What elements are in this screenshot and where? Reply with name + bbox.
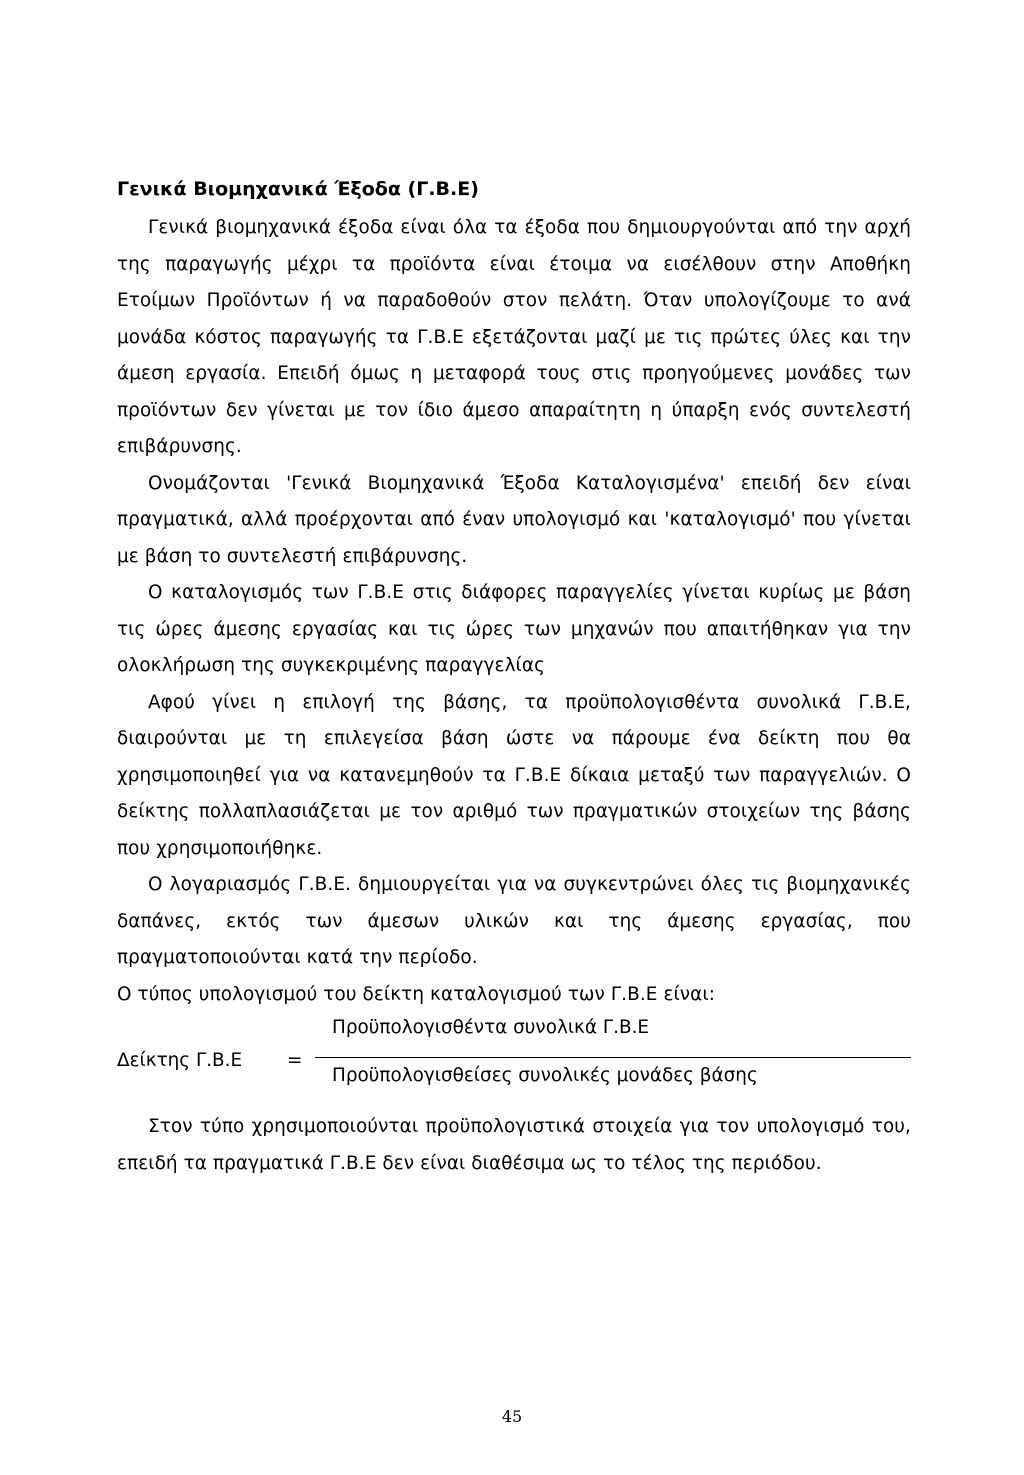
paragraph-account: Ο λογαριασμός Γ.Β.Ε. δημιουργείται για να συγκεντρώνει όλες τις βιομηχανικές δαπάνες, εκτός των άμεσων υλικών και της άμεσης εργασίας, που πραγματοποιούνται κατά την περίοδο. [117, 874, 911, 968]
paragraph-closing: Στον τύπο χρησιμοποιούνται προϋπολογιστικά στοιχεία για τον υπολογισμό του, επειδή τα πραγματικά Γ.Β.Ε δεν είναι διαθέσιμα ως το τέλος της περιόδου. [117, 1116, 911, 1174]
formula-intro: Ο τύπος υπολογισμού του δείκτη καταλογισμού των Γ.Β.Ε είναι: [117, 983, 716, 1005]
document-page [117, 176, 911, 1182]
paragraph-allocation: Ο καταλογισμός των Γ.Β.Ε στις διάφορες παραγγελίες γίνεται κυρίως με βάση τις ώρες άμεσης εργασίας και τις ώρες των μηχανών που απαιτήθηκαν για την ολοκλήρωση της συγκεκριμένης παραγγελίας [117, 582, 911, 676]
formula-numerator: Προϋπολογισθέντα συνολικά Γ.Β.Ε [332, 1017, 650, 1038]
paragraph-index: Αφού γίνει η επιλογή της βάσης, τα προϋπολογισθέντα συνολικά Γ.Β.Ε, διαιρούνται με τη επιλεγείσα βάση ώστε να πάρουμε ένα δείκτη που θα χρησιμοποιηθεί για να κατανεμηθούν τα Γ.Β.Ε δίκαια μεταξύ των παραγγελιών. Ο δείκτης πολλαπλασιάζεται με τον αριθμό των πραγματικών στοιχείων της βάσης που χρησιμοποιήθηκε. [117, 691, 911, 859]
section-heading: Γενικά Βιομηχανικά Έξοδα (Γ.Β.Ε) [117, 178, 479, 200]
paragraph-naming: Ονομάζονται 'Γενικά Βιομηχανικά Έξοδα Καταλογισμένα' επειδή δεν είναι πραγματικά, αλλά προέρχονται από έναν υπολογισμό και 'καταλογισμό' που γίνεται με βάση το συντελεστή επιβάρυνσης. [117, 472, 911, 567]
paragraph-definition: Γενικά βιομηχανικά έξοδα είναι όλα τα έξοδα που δημιουργούνται από την αρχή της παραγωγής μέχρι τα προϊόντα είναι έτοιμα να εισέλθουν στην Αποθήκη Ετοίμων Προϊόντων ή να παραδοθούν στον πελάτη. Όταν υπολογίζουμε το ανά μονάδα κόστος παραγωγής τα Γ.Β.Ε εξετάζονται μαζί με τις πρώτες ύλες και την άμεση εργασία. Επειδή όμως η μεταφορά τους στις προηγούμενες μονάδες των προϊόντων δεν γίνεται με τον ίδιο άμεσο απαραίτητη η ύπαρξη ενός συντελεστή επιβάρυνσης. [117, 217, 911, 457]
formula-equals: = [287, 1050, 303, 1071]
page-number: 45 [501, 1407, 523, 1426]
formula-denominator: Προϋπολογισθείσες συνολικές μονάδες βάσης [332, 1065, 758, 1086]
formula-lhs: Δείκτης Γ.Β.Ε [117, 1050, 243, 1071]
index-formula [117, 1017, 911, 1109]
fraction-bar [315, 1057, 911, 1058]
